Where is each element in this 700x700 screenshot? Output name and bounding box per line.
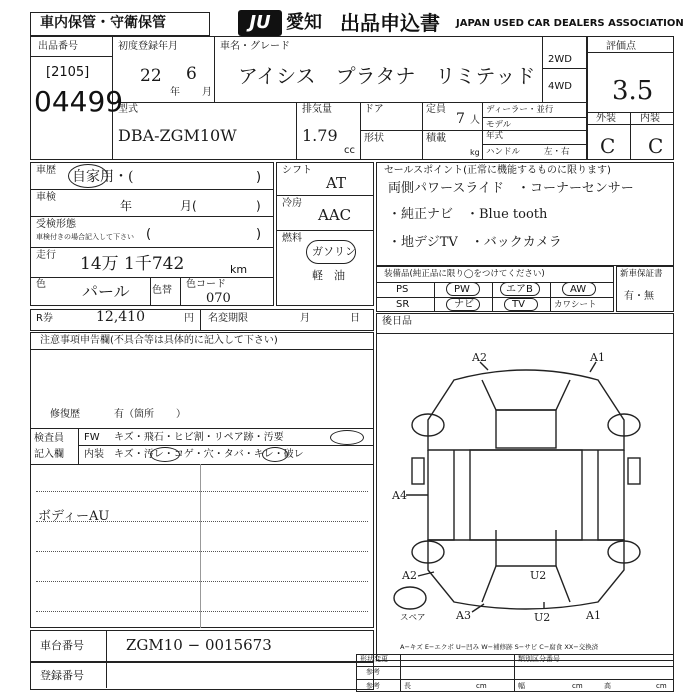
damage-mark-a2-bottom: A2 bbox=[402, 569, 417, 582]
pw-circle bbox=[446, 282, 480, 296]
mileage-label: 走行 bbox=[36, 250, 56, 261]
selling-point-line-3: ・地デジTV ・バックカメラ bbox=[388, 235, 562, 250]
damage-mark-a4: A4 bbox=[392, 489, 407, 502]
displacement-unit: cc bbox=[344, 145, 355, 156]
fuel-diesel: 軽 油 bbox=[312, 269, 345, 282]
damage-mark-u2-rear: U2 bbox=[534, 611, 551, 624]
car-diagram bbox=[384, 340, 668, 630]
aircon-value: AAC bbox=[318, 206, 352, 224]
capacity-unit: 人 bbox=[470, 115, 480, 126]
name-change-month: 月 bbox=[300, 313, 310, 324]
damage-mark-a1-top: A1 bbox=[590, 351, 605, 364]
equip-navi: ナビ bbox=[454, 299, 474, 310]
drive-4wd: 4WD bbox=[548, 81, 572, 92]
year-unit: 年 bbox=[170, 87, 180, 98]
acceptance-sub: 車検付きの場合記入して下さい bbox=[36, 233, 134, 241]
association-name: JAPAN USED CAR DEALERS ASSOCIATION bbox=[456, 18, 684, 29]
interior-dirt-circle bbox=[150, 447, 180, 462]
interior-value: C bbox=[648, 134, 664, 158]
model-value: DBA-ZGM10W bbox=[118, 126, 237, 145]
acceptance-label: 受検形態 bbox=[36, 219, 76, 230]
history-value: 自家用・( bbox=[72, 169, 134, 185]
org-name: 愛知 bbox=[286, 12, 322, 33]
ju-logo: JU bbox=[238, 10, 282, 36]
color-code-label: 色コード bbox=[186, 279, 226, 290]
lot-code: [2105] bbox=[46, 65, 90, 80]
registration-year: 22 bbox=[140, 66, 162, 86]
dealer-label: ディーラー・並行 bbox=[486, 105, 554, 115]
inspection-year: 年 bbox=[120, 199, 133, 213]
equip-sr: SR bbox=[396, 299, 410, 310]
month-unit: 月 bbox=[202, 87, 212, 98]
exterior-value: C bbox=[600, 134, 616, 158]
checker-label-2: 記入欄 bbox=[34, 449, 64, 460]
length-label: 長 bbox=[404, 682, 411, 690]
reference-label-2: 参考 bbox=[366, 682, 380, 690]
rear-label: 後日品 bbox=[382, 316, 412, 327]
document-title: 出品申込書 bbox=[340, 11, 440, 35]
plate-label: 登録番号 bbox=[40, 669, 84, 682]
door-label: ドア bbox=[364, 104, 384, 115]
load-label: 積載 bbox=[426, 133, 446, 144]
inspection-label: 車検 bbox=[36, 192, 56, 203]
width-cm: cm bbox=[572, 682, 583, 690]
color-label: 色 bbox=[36, 279, 46, 290]
name-change-label: 名変期限 bbox=[208, 313, 248, 324]
color-change-label: 色替 bbox=[152, 285, 172, 296]
history-label: 車歴 bbox=[36, 165, 56, 176]
equip-ps: PS bbox=[396, 284, 409, 295]
damage-mark-a1-rear: A1 bbox=[586, 609, 601, 622]
shift-label: シフト bbox=[282, 165, 312, 176]
rating-value: 3.5 bbox=[612, 76, 654, 106]
equip-aw: AW bbox=[570, 284, 587, 295]
inspection-month: 月( bbox=[180, 199, 197, 213]
capacity-label: 定員 bbox=[426, 104, 446, 115]
warranty-value: 有・無 bbox=[624, 291, 654, 302]
airbag-circle bbox=[500, 282, 540, 296]
recycle-label: R券 bbox=[36, 313, 53, 324]
damage-mark-a2-top: A2 bbox=[472, 351, 487, 364]
first-registration-label: 初度登録年月 bbox=[118, 41, 178, 52]
shape-label: 形状 bbox=[364, 133, 384, 144]
selling-points-label: セールスポイント(正常に機能するものに限ります) bbox=[384, 165, 611, 176]
checker-row1-head: FW bbox=[84, 432, 100, 443]
shape-change-label: 形状変更 bbox=[360, 655, 388, 663]
handle-label: ハンドル bbox=[486, 147, 521, 157]
lot-number: 04499 bbox=[34, 85, 124, 118]
checker-row1: キズ・飛石・ヒビ割・リペア跡・汚要 bbox=[114, 432, 284, 443]
repair-close: ） bbox=[176, 409, 186, 420]
selling-point-line-2: ・純正ナビ ・Blue tooth bbox=[388, 207, 548, 222]
displacement-label: 排気量 bbox=[302, 104, 332, 115]
equip-airbag: エアB bbox=[506, 284, 533, 295]
repair-value: 有（箇所 bbox=[114, 409, 154, 420]
model-label: 型式 bbox=[118, 104, 138, 115]
recycle-unit: 円 bbox=[184, 313, 194, 324]
damage-mark-u2-center: U2 bbox=[530, 569, 547, 582]
chassis-label: 車台番号 bbox=[40, 639, 84, 652]
registration-month: 6 bbox=[186, 64, 197, 84]
body-note: ボディーAU bbox=[38, 509, 110, 524]
equipment-label: 装備品(純正品に限り◯をつけてください) bbox=[384, 269, 545, 279]
capacity-value: 7 bbox=[456, 111, 465, 127]
recycle-value: 12,410 bbox=[96, 309, 145, 325]
inspection-paren-close: ) bbox=[256, 199, 261, 213]
storage-label: 車内保管・守衛保管 bbox=[40, 15, 166, 31]
exterior-label: 外装 bbox=[596, 113, 616, 124]
model-year-label-1: モデル bbox=[486, 120, 512, 130]
car-name-value: アイシス プラタナ リミテッド bbox=[238, 64, 536, 88]
width-label: 幅 bbox=[518, 682, 525, 690]
mileage-unit: km bbox=[230, 263, 248, 276]
aircon-label: 冷房 bbox=[282, 198, 302, 209]
damage-legend: A−キズ E−エクボ U−凹み W−補修跡 S−サビ C−腐食 XX−交換済 bbox=[400, 643, 599, 651]
chassis-value: ZGM10 − 0015673 bbox=[126, 636, 272, 654]
spare-label: スペア bbox=[400, 613, 426, 623]
color-value: パール bbox=[82, 282, 130, 301]
smudge-circle bbox=[330, 430, 364, 445]
fuel-label: 燃料 bbox=[282, 233, 302, 244]
reference-label-1: 参考 bbox=[366, 668, 380, 676]
length-cm: cm bbox=[476, 682, 487, 690]
damage-mark-a3: A3 bbox=[456, 609, 471, 622]
notes-label: 注意事項申告欄(不具合等は具体的に記入して下さい) bbox=[40, 335, 278, 346]
equip-tv: TV bbox=[512, 299, 525, 310]
tobacco-circle bbox=[262, 447, 288, 462]
mileage-value: 14万 1千742 bbox=[80, 254, 185, 274]
history-paren-close: ) bbox=[256, 170, 262, 185]
color-code-value: 070 bbox=[206, 291, 231, 306]
equip-leather-seat: カワシート bbox=[554, 300, 597, 310]
shift-value: AT bbox=[326, 174, 347, 192]
checker-row2-head: 内装 bbox=[84, 449, 104, 460]
fuel-gasoline: ガソリン bbox=[312, 245, 356, 258]
height-cm: cm bbox=[656, 682, 667, 690]
interior-label: 内装 bbox=[640, 113, 660, 124]
acceptance-paren-close: ) bbox=[256, 227, 262, 242]
tv-circle bbox=[504, 298, 538, 311]
checker-label-1: 検査員 bbox=[34, 433, 64, 444]
displacement-value: 1.79 bbox=[302, 126, 338, 145]
height-label: 高 bbox=[604, 682, 611, 690]
notes-block bbox=[30, 332, 374, 628]
car-name-label: 車名・グレード bbox=[220, 41, 290, 52]
warranty-label: 新車保証書 bbox=[620, 269, 663, 279]
load-unit: kg bbox=[470, 148, 480, 157]
equip-pw: PW bbox=[454, 284, 470, 295]
drive-2wd: 2WD bbox=[548, 54, 572, 65]
handle-value: 左・右 bbox=[544, 147, 570, 157]
selling-point-line-1: 両側パワースライド ・コーナーセンサー bbox=[388, 181, 634, 196]
model-year-label-2: 年式 bbox=[486, 131, 504, 141]
navi-circle bbox=[446, 298, 480, 311]
repair-label: 修復歴 bbox=[50, 409, 80, 420]
aw-circle bbox=[562, 282, 596, 296]
rating-label: 評価点 bbox=[606, 41, 636, 52]
category-label: 類別区分番号 bbox=[518, 655, 560, 663]
lot-number-label: 出品番号 bbox=[38, 41, 78, 52]
recycle-row bbox=[30, 309, 374, 331]
acceptance-paren-open: ( bbox=[146, 227, 152, 242]
checker-row2: キズ・汚レ・コゲ・穴・タバ・キレ・破レ bbox=[114, 449, 304, 460]
name-change-day: 日 bbox=[350, 313, 360, 324]
